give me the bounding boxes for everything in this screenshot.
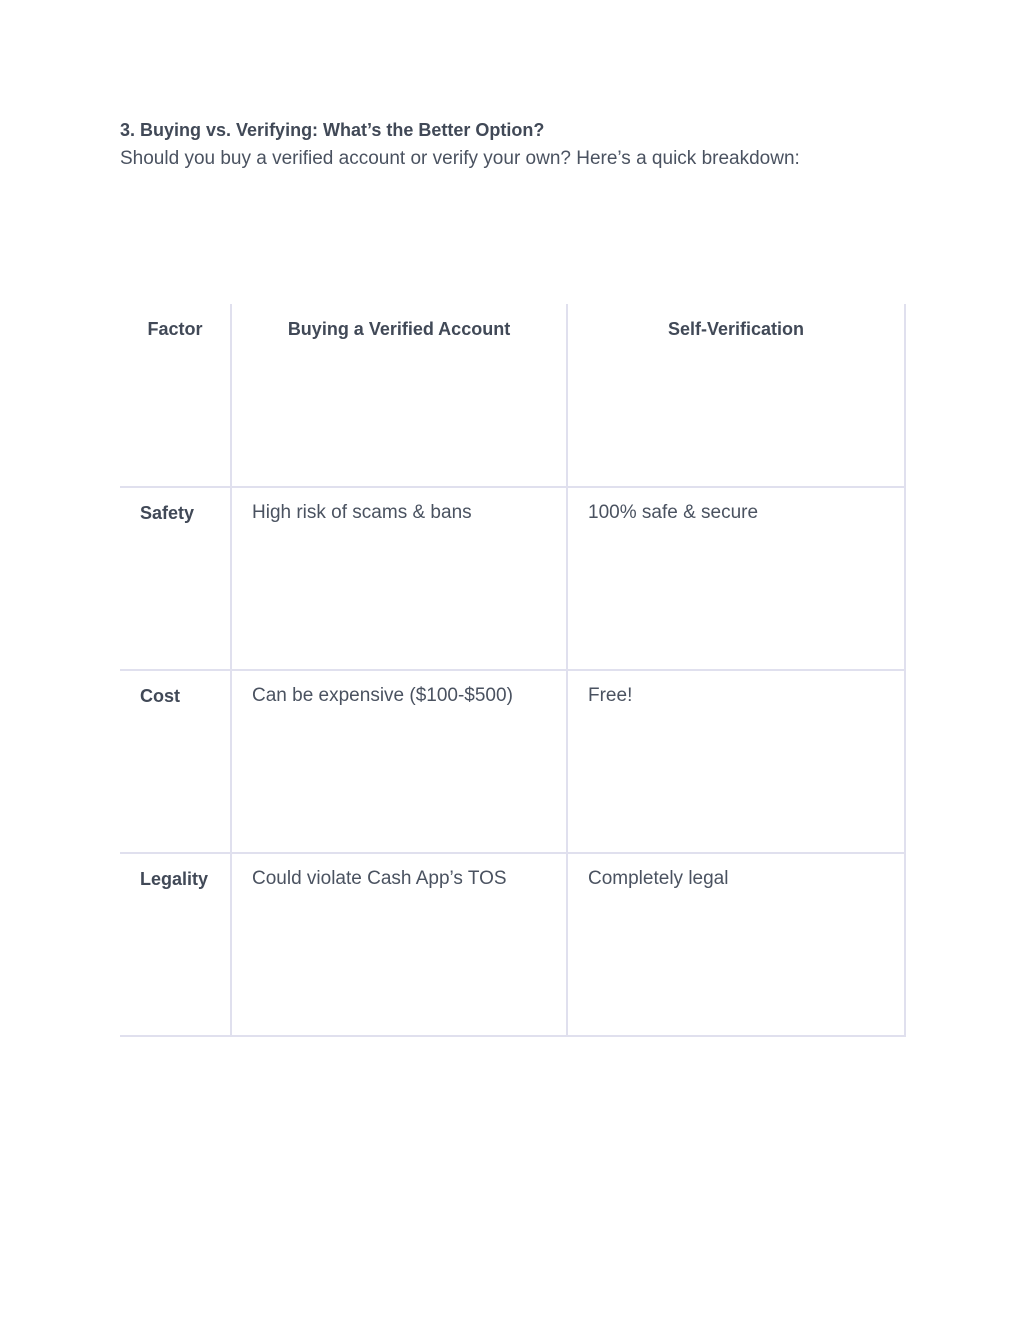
row-buying-value: Could violate Cash App’s TOS (231, 853, 567, 1036)
table-row (120, 487, 905, 670)
row-self-value: 100% safe & secure (567, 487, 905, 670)
header-factor: Factor (120, 304, 231, 487)
table-row (120, 853, 905, 1036)
table-row (120, 670, 905, 853)
comparison-table (120, 304, 906, 1037)
row-factor-label: Safety (120, 487, 231, 670)
section-intro: Should you buy a verified account or verify your own? Here’s a quick breakdown: (120, 148, 800, 169)
section-heading: 3. Buying vs. Verifying: What’s the Better Option? (120, 120, 545, 140)
row-factor-label: Legality (120, 853, 231, 1036)
table-header-row (120, 304, 905, 487)
row-factor-label: Cost (120, 670, 231, 853)
header-buying: Buying a Verified Account (231, 304, 567, 487)
row-self-value: Completely legal (567, 853, 905, 1036)
row-buying-value: High risk of scams & bans (231, 487, 567, 670)
row-self-value: Free! (567, 670, 905, 853)
row-buying-value: Can be expensive ($100-$500) (231, 670, 567, 853)
header-self-verification: Self-Verification (567, 304, 905, 487)
